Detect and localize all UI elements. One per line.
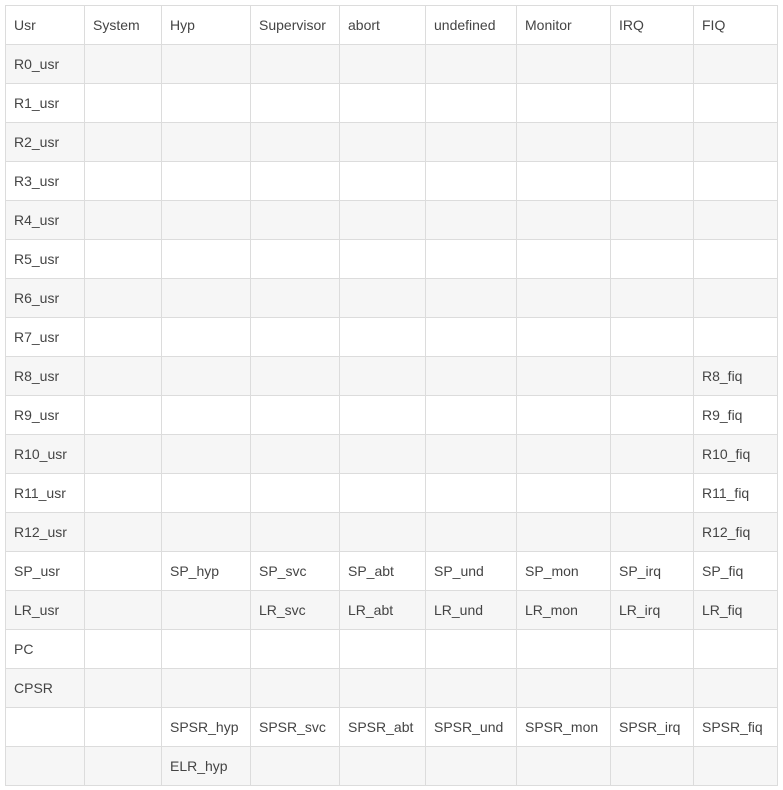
table-cell: LR_mon [517,591,611,630]
table-cell [426,240,517,279]
table-row [6,474,778,513]
table-cell: R4_usr [6,201,85,240]
table-row [6,513,778,552]
table-cell [694,747,778,786]
table-cell [517,513,611,552]
table-cell: SP_und [426,552,517,591]
table-cell [517,474,611,513]
table-cell [426,84,517,123]
column-header: Hyp [162,6,251,45]
table-cell: SP_usr [6,552,85,591]
table-cell [162,669,251,708]
column-header: Supervisor [251,6,340,45]
table-cell [340,240,426,279]
table-cell [85,162,162,201]
table-cell [162,162,251,201]
table-cell [517,240,611,279]
table-row [6,279,778,318]
table-cell: R11_fiq [694,474,778,513]
table-cell [162,630,251,669]
table-cell [251,630,340,669]
table-cell [340,747,426,786]
table-row [6,591,778,630]
table-cell [517,396,611,435]
table-cell [426,669,517,708]
table-cell [694,240,778,279]
table-cell: LR_svc [251,591,340,630]
table-cell [694,201,778,240]
table-cell [162,201,251,240]
table-header [6,6,778,45]
table-cell [694,318,778,357]
table-cell [6,747,85,786]
table-cell: SPSR_svc [251,708,340,747]
table-cell [6,708,85,747]
table-cell [611,630,694,669]
table-cell [340,630,426,669]
table-cell: SP_abt [340,552,426,591]
table-cell [251,513,340,552]
table-cell: SPSR_irq [611,708,694,747]
header-row [6,6,778,45]
table-cell [426,318,517,357]
table-cell: LR_usr [6,591,85,630]
table-cell [340,474,426,513]
table-cell: R9_fiq [694,396,778,435]
table-cell [85,396,162,435]
table-cell [426,123,517,162]
table-row [6,435,778,474]
column-header: Monitor [517,6,611,45]
table-row [6,630,778,669]
table-cell [162,474,251,513]
table-cell [517,318,611,357]
table-cell: SPSR_hyp [162,708,251,747]
table-cell [85,591,162,630]
table-cell [426,162,517,201]
table-cell [611,357,694,396]
table-cell [251,435,340,474]
table-cell [162,318,251,357]
column-header: abort [340,6,426,45]
table-cell [85,435,162,474]
table-row [6,357,778,396]
table-cell: SPSR_abt [340,708,426,747]
table-cell: R12_usr [6,513,85,552]
table-cell: R10_fiq [694,435,778,474]
table-cell [251,240,340,279]
table-cell [517,162,611,201]
table-cell [85,747,162,786]
table-cell [611,435,694,474]
table-cell: SPSR_und [426,708,517,747]
table-cell [426,396,517,435]
table-cell [251,162,340,201]
table-cell [611,669,694,708]
table-cell: R3_usr [6,162,85,201]
table-cell [517,123,611,162]
table-cell [611,513,694,552]
table-cell [694,279,778,318]
table-cell [340,201,426,240]
column-header: FIQ [694,6,778,45]
table-cell [162,435,251,474]
table-cell [611,84,694,123]
column-header: undefined [426,6,517,45]
table-cell: R12_fiq [694,513,778,552]
table-cell [162,279,251,318]
table-cell [85,669,162,708]
table-cell [340,45,426,84]
table-cell [340,84,426,123]
table-cell [340,513,426,552]
table-cell [162,123,251,162]
table-cell [694,669,778,708]
table-row [6,201,778,240]
table-cell [611,162,694,201]
table-cell [85,552,162,591]
table-cell [162,513,251,552]
table-row [6,669,778,708]
table-cell: SP_svc [251,552,340,591]
table-row [6,396,778,435]
table-cell [340,318,426,357]
table-cell [85,708,162,747]
column-header: System [85,6,162,45]
table-cell [85,84,162,123]
table-cell [517,747,611,786]
table-cell [162,357,251,396]
table-cell [517,435,611,474]
table-cell [426,201,517,240]
table-cell [251,201,340,240]
table-cell [694,162,778,201]
table-cell [85,630,162,669]
table-cell: LR_und [426,591,517,630]
table-cell [611,474,694,513]
table-cell [340,357,426,396]
table-cell [517,357,611,396]
table-cell [162,396,251,435]
table-cell [85,201,162,240]
table-cell [251,45,340,84]
table-cell [85,474,162,513]
table-cell [611,201,694,240]
table-cell [517,279,611,318]
table-cell [85,240,162,279]
table-cell [426,474,517,513]
table-cell: LR_abt [340,591,426,630]
table-cell: R5_usr [6,240,85,279]
table-cell [340,162,426,201]
table-cell [85,357,162,396]
table-cell: ELR_hyp [162,747,251,786]
table-row [6,45,778,84]
table-cell [611,318,694,357]
table-row [6,552,778,591]
table-body [6,45,778,786]
table-cell [426,357,517,396]
table-cell: R2_usr [6,123,85,162]
table-cell: R8_fiq [694,357,778,396]
table-cell [251,279,340,318]
table-cell: SPSR_fiq [694,708,778,747]
table-cell [694,123,778,162]
table-cell [340,435,426,474]
column-header: Usr [6,6,85,45]
table-cell [251,669,340,708]
table-cell: R10_usr [6,435,85,474]
table-cell [251,474,340,513]
table-cell: LR_fiq [694,591,778,630]
table-cell: R7_usr [6,318,85,357]
table-cell [340,396,426,435]
table-cell [251,123,340,162]
table-cell [426,435,517,474]
table-cell [611,123,694,162]
table-cell [694,630,778,669]
table-cell [251,318,340,357]
table-cell: LR_irq [611,591,694,630]
table-cell [162,240,251,279]
table-cell: CPSR [6,669,85,708]
table-cell [85,513,162,552]
table-cell [85,123,162,162]
table-cell: R11_usr [6,474,85,513]
table-row [6,318,778,357]
table-cell [426,747,517,786]
table-cell [162,591,251,630]
table-cell [694,84,778,123]
table-cell [426,279,517,318]
table-cell [611,240,694,279]
table-cell [611,747,694,786]
table-cell: SP_irq [611,552,694,591]
table-cell: R6_usr [6,279,85,318]
table-row [6,708,778,747]
table-cell [251,747,340,786]
table-cell [517,84,611,123]
table-cell [85,45,162,84]
table-cell [611,396,694,435]
table-cell [426,630,517,669]
table-cell: R1_usr [6,84,85,123]
table-cell: PC [6,630,85,669]
table-cell [517,201,611,240]
table-row [6,240,778,279]
table-cell: SP_mon [517,552,611,591]
table-cell [340,669,426,708]
table-cell: SP_fiq [694,552,778,591]
table-cell [611,279,694,318]
table-cell: R0_usr [6,45,85,84]
table-cell [162,45,251,84]
register-table [5,5,778,786]
table-cell: SP_hyp [162,552,251,591]
table-row [6,84,778,123]
table-cell [611,45,694,84]
table-row [6,747,778,786]
table-cell [426,513,517,552]
table-cell [340,279,426,318]
table-row [6,162,778,201]
table-cell: R9_usr [6,396,85,435]
table-cell [162,84,251,123]
table-cell [694,45,778,84]
table-row [6,123,778,162]
table-cell [85,318,162,357]
table-cell [517,669,611,708]
table-cell [251,357,340,396]
table-cell [517,630,611,669]
table-cell [517,45,611,84]
table-cell [251,396,340,435]
table-cell [85,279,162,318]
table-cell: SPSR_mon [517,708,611,747]
table-cell [251,84,340,123]
table-cell [340,123,426,162]
table-cell: R8_usr [6,357,85,396]
column-header: IRQ [611,6,694,45]
table-cell [426,45,517,84]
